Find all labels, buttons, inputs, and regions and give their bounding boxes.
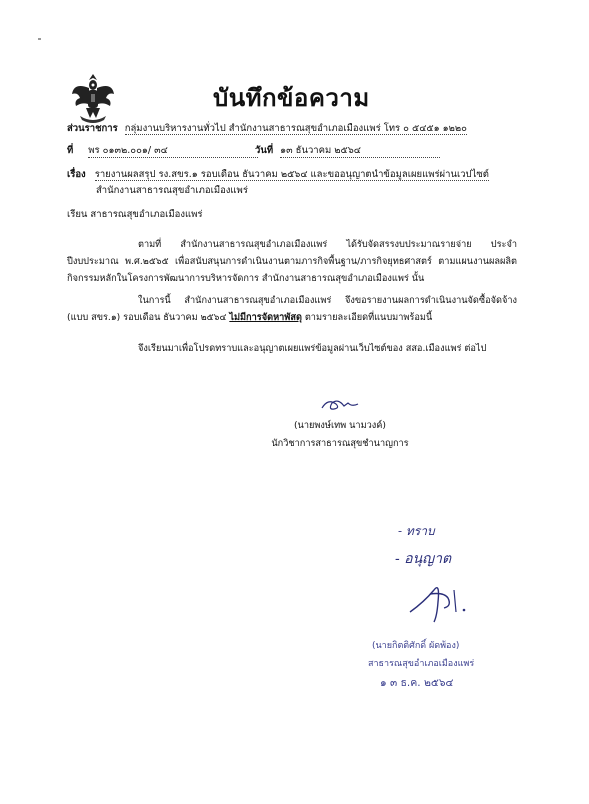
salutation: เรียน สาธารณสุขอำเภอเมืองแพร่	[67, 209, 203, 220]
scan-mark	[38, 38, 41, 40]
paragraph-2-post: ตามรายละเอียดที่แนบมาพร้อมนี้	[301, 312, 433, 323]
date-label: วันที่	[255, 145, 274, 156]
agency-label: ส่วนราชการ	[67, 123, 118, 134]
approval-note-2: - อนุญาต	[395, 551, 452, 567]
paragraph-1-text: ตามที่ สำนักงานสาธารณสุขอำเภอเมืองแพร่ ได้รับจัดสรรงบประมาณรายจ่าย ประจำปีงบประมาณ พ.ศ.๒๕๖๕ เพื่อสนับสนุนการดำเนินงานตามภารกิจพื้นฐาน/ภารกิจยุทธศาสตร์ ตามแผนงานผลผลิต กิจกรรมหลักในโครงการพัฒนาการบริหารจัดการ สำนักงานสาธารณสุขอำเภอเมืองแพร่ นั้น	[67, 239, 517, 284]
signer-name: (นายพงษ์เทพ นามวงค์)	[293, 420, 387, 431]
date-value: ๑๓ ธันวาคม ๒๕๖๔	[280, 144, 440, 158]
approver-signature	[404, 572, 474, 624]
subject-row	[67, 168, 489, 181]
agency-value: กลุ่มงานบริหารงานทั่วไป สำนักงานสาธารณสุขอำเภอเมืองแพร่ โทร ๐ ๕๔๕๑ ๑๒๒๐	[124, 123, 467, 134]
garuda-emblem-icon	[70, 72, 116, 124]
paragraph-1	[67, 236, 517, 287]
date-row	[255, 144, 440, 158]
subject-line-1: รายงานผลสรุป รง.สขร.๑ รอบเดือน ธันวาคม ๒๕๖๔ และขออนุญาตนำข้อมูลเผยแพร่ผ่านเวปไซต์	[94, 169, 489, 180]
paragraph-2-pre: ในการนี้ สำนักงานสาธารณสุขอำเภอเมืองแพร่ จึงขอรายงานผลการดำเนินงานจัดซื้อจัดจ้าง (แบบ สขร.๑) รอบเดือน ธันวาคม ๒๕๖๔	[67, 295, 517, 323]
paragraph-2	[67, 292, 517, 326]
ref-label: ที่	[67, 145, 74, 156]
memo-title: บันทึกข้อความ	[213, 84, 370, 112]
approver-position: สาธารณสุขอำเภอเมืองแพร่	[368, 659, 475, 669]
subject-line-2: สำนักงานสาธารณสุขอำเภอเมืองแพร่	[96, 185, 248, 196]
signer-signature	[318, 394, 362, 414]
signer-position: นักวิชาการสาธารณสุขชำนาญการ	[271, 438, 409, 449]
approval-note-1: - ทราบ	[398, 524, 435, 538]
agency-row	[67, 122, 467, 135]
ref-row	[67, 144, 258, 158]
paragraph-3	[67, 340, 517, 357]
subject-label: เรื่อง	[67, 169, 86, 180]
approver-name: (นายกิตติศักดิ์ ผัดพ้อง)	[372, 641, 460, 651]
approval-date: ๑ ๓ ธ.ค. ๒๕๖๔	[380, 677, 454, 689]
ref-value: พร ๐๑๓๒.๐๐๑/ ๓๔	[88, 144, 258, 158]
paragraph-2-bold: ไม่มีการจัดหาพัสดุ	[229, 312, 302, 323]
paragraph-3-text: จึงเรียนมาเพื่อโปรดทราบและอนุญาตเผยแพร่ข้อมูลผ่านเว็บไซต์ของ สสอ.เมืองแพร่ ต่อไป	[138, 343, 487, 354]
